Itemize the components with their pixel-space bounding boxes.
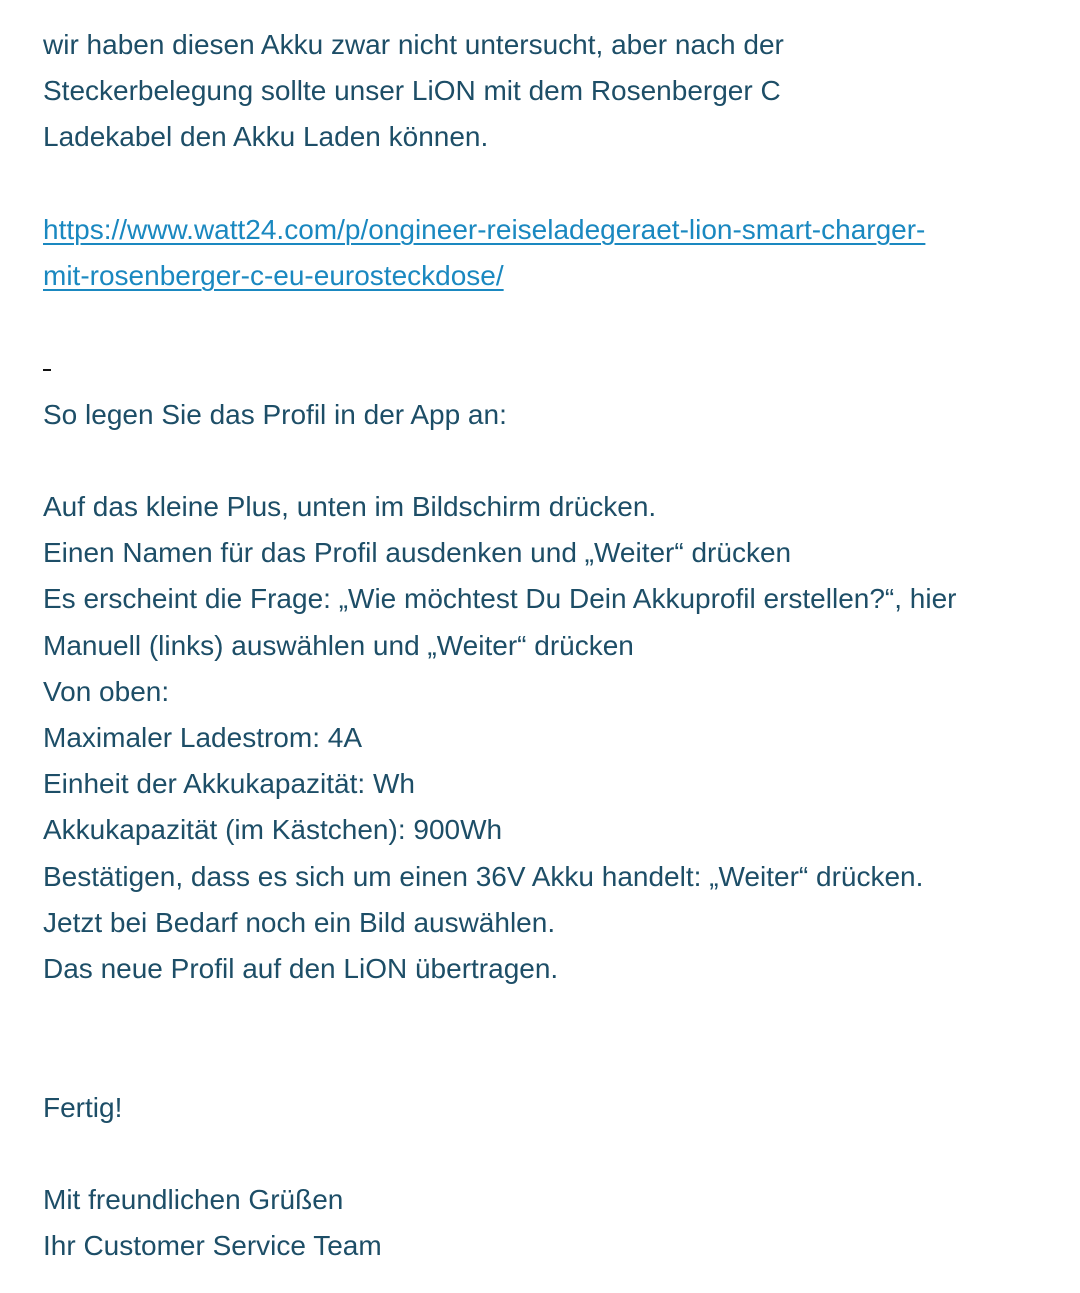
step-line: Einen Namen für das Profil ausdenken und „Weiter“ drücken xyxy=(43,537,792,569)
email-body xyxy=(43,22,1053,1269)
spacer xyxy=(43,1038,1053,1084)
step-line: Auf das kleine Plus, unten im Bildschirm drücken. xyxy=(43,490,657,522)
step-line: Manuell (links) auswählen und „Weiter“ drücken xyxy=(43,629,634,661)
step-line: Jetzt bei Bedarf noch ein Bild auswählen. xyxy=(43,906,556,938)
intro-line-3: Ladekabel den Akku Laden können. xyxy=(43,121,489,153)
closing-text: Mit freundlichen Grüßen xyxy=(43,1183,344,1215)
spacer xyxy=(43,992,1053,1038)
done-text: Fertig! xyxy=(43,1091,123,1123)
profile-heading: So legen Sie das Profil in der App an: xyxy=(43,398,507,430)
intro-line-2: Steckerbelegung sollte unser LiON mit dem Rosenberger C xyxy=(43,75,781,107)
spacer xyxy=(43,438,1053,484)
separator-dash xyxy=(43,345,1053,391)
spacer xyxy=(43,161,1053,207)
intro-line-1: wir haben diesen Akku zwar nicht untersucht, aber nach der xyxy=(43,29,784,60)
step-line: Einheit der Akkukapazität: Wh xyxy=(43,768,415,800)
product-link-line-1[interactable]: https://www.watt24.com/p/ongineer-reiseladegeraet-lion-smart-charger- xyxy=(43,213,926,245)
dash-mark xyxy=(43,369,51,371)
spacer xyxy=(43,299,1053,345)
step-line: Maximaler Ladestrom: 4A xyxy=(43,721,363,753)
step-line: Akkukapazität (im Kästchen): 900Wh xyxy=(43,814,503,846)
step-line: Das neue Profil auf den LiON übertragen. xyxy=(43,953,559,984)
step-line: Bestätigen, dass es sich um einen 36V Akku handelt: „Weiter“ drücken. xyxy=(43,860,924,892)
signature-text: Ihr Customer Service Team xyxy=(43,1230,382,1262)
spacer xyxy=(43,1131,1053,1177)
step-line: Von oben: xyxy=(43,675,170,707)
step-line: Es erscheint die Frage: „Wie möchtest Du Dein Akkuprofil erstellen?“, hier xyxy=(43,583,957,615)
product-link-line-2[interactable]: mit-rosenberger-c-eu-eurosteckdose/ xyxy=(43,260,504,291)
product-link[interactable] xyxy=(43,207,1053,299)
